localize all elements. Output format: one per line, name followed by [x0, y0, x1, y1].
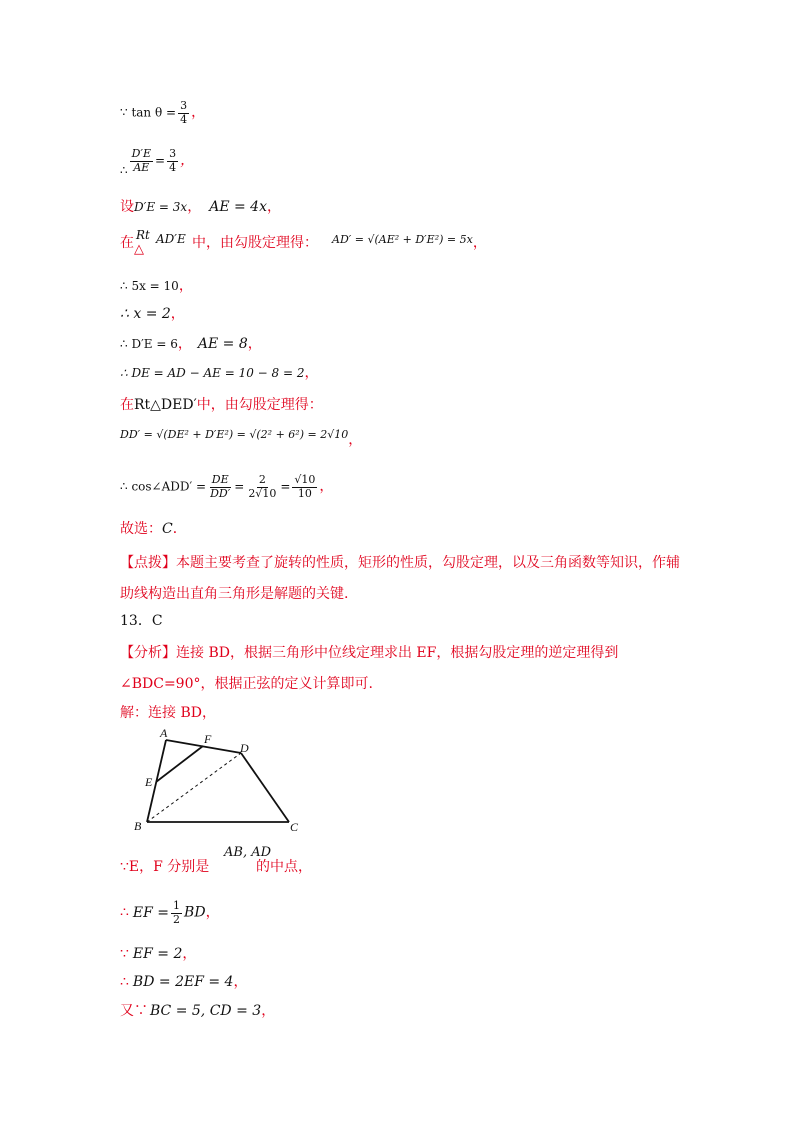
also-because: 又∵: [120, 1003, 148, 1019]
denominator: 4: [180, 112, 188, 126]
rt: Rt: [136, 227, 150, 242]
formula: ∴ DE = AD − AE = 10 − 8 = 2: [120, 366, 305, 380]
comma: ，: [233, 974, 248, 990]
fenxi-line-1: 【分析】连接 BD，根据三角形中位线定理求出 EF，根据勾股定理的逆定理得到: [120, 645, 619, 661]
quadrilateral-figure: [130, 726, 310, 838]
therefore-symbol: ∴: [120, 904, 129, 921]
formula: EF = 2: [132, 946, 183, 962]
equals: =: [234, 479, 245, 494]
label-c: C: [290, 820, 299, 834]
answer: C: [162, 521, 173, 537]
equals: =: [280, 479, 291, 494]
answer-line: [120, 522, 187, 536]
denominator: DD′: [210, 486, 231, 500]
comma: ，: [472, 235, 487, 251]
line-5x: [120, 279, 193, 293]
ef-value-line: [120, 947, 196, 961]
formula: BC = 5, CD = 3: [150, 1003, 262, 1019]
ef-text: EF =: [132, 904, 170, 921]
formula: AE = 8: [197, 336, 248, 352]
comma: ，: [319, 478, 334, 495]
rt-ded-line: [120, 398, 323, 412]
text: 在: [120, 397, 134, 413]
fenxi-line-2: ∠BDC=90°，根据正弦的定义计算即可.: [120, 676, 373, 692]
formula: ∴ 5x = 10: [120, 279, 179, 293]
comma: ，: [170, 306, 185, 322]
text: ∵E，F 分别是: [120, 859, 210, 875]
denominator: 4: [169, 160, 177, 174]
numerator: 1: [173, 899, 181, 912]
comma: ，: [180, 152, 195, 169]
comma: ，: [247, 336, 262, 352]
formula: AD′ = √(AE² + D′E²) = 5x: [332, 233, 473, 246]
comma: ，: [261, 1003, 276, 1019]
comma: ，: [177, 336, 192, 352]
therefore: ∴: [120, 974, 129, 990]
because: ∵: [120, 946, 129, 962]
comma: ，: [187, 199, 202, 215]
numerator: 3: [180, 99, 188, 112]
comma: ，: [178, 278, 193, 294]
denominator: 2√10: [248, 486, 277, 500]
text: 中，由勾股定理得：: [192, 235, 318, 251]
comma: ，: [205, 904, 220, 921]
denominator: 10: [297, 486, 312, 500]
line-de: [120, 366, 319, 380]
label-a: A: [160, 726, 168, 740]
let-line: [120, 200, 281, 214]
denominator: 2: [173, 912, 181, 926]
fraction: [292, 474, 317, 500]
label-e: E: [145, 775, 153, 789]
label-d: D: [240, 741, 249, 755]
ef-half-line: [120, 900, 220, 926]
formula: D′E = 3x: [134, 200, 188, 214]
comma: ，: [191, 104, 206, 121]
bd-text: BD: [184, 904, 206, 921]
label-f: F: [204, 732, 212, 746]
equals: =: [155, 153, 166, 168]
rt-line: [120, 227, 487, 257]
text: 的中点，: [256, 859, 312, 875]
text: 故选：: [120, 521, 162, 537]
denominator: AE: [133, 160, 150, 174]
label-b: B: [134, 819, 142, 833]
text: 在: [120, 235, 134, 251]
triangle-name: AD′E: [156, 231, 186, 246]
bc-cd-line: [120, 1004, 275, 1018]
tan-theta-line: [120, 100, 205, 126]
numerator: DE: [211, 473, 229, 486]
cos-line: [120, 474, 333, 500]
dd-line: [120, 428, 362, 447]
numerator: D′E: [131, 147, 151, 160]
fraction: [171, 900, 182, 926]
therefore: ∴: [120, 163, 128, 178]
dianbo-paragraph: 【点拨】本题主要考查了旋转的性质，矩形的性质，勾股定理，以及三角函数等知识，作辅助线构造出直角三角形是解题的关键.: [120, 555, 680, 602]
formula: DD′ = √(DE² + D′E²) = √(2² + 6²) = 2√10: [120, 428, 349, 441]
formula: ∴ x = 2: [120, 306, 171, 322]
rt-triangle: [134, 227, 188, 257]
text: ∴ cos∠ADD′ =: [120, 479, 207, 494]
comma: ，: [182, 946, 197, 962]
formula: BD = 2EF = 4: [132, 974, 234, 990]
comma: ，: [348, 432, 363, 448]
fraction: [130, 148, 153, 174]
text: 设: [120, 199, 134, 215]
numerator: √10: [294, 473, 316, 486]
fraction: [178, 100, 189, 126]
numerator: 2: [258, 473, 266, 486]
text: 中，由勾股定理得：: [196, 397, 323, 413]
line-de-ae: [120, 337, 262, 351]
question-13: 13．C: [120, 613, 163, 629]
numerator: 3: [169, 147, 177, 160]
formula: ∴ D′E = 6: [120, 337, 178, 351]
triangle-name: Rt△DED′: [134, 397, 197, 413]
text: ∵ tan θ =: [120, 105, 177, 120]
solution-line: 解：连接 BD，: [120, 705, 216, 721]
fraction: [167, 148, 178, 174]
formula: AE = 4x: [209, 199, 267, 215]
triangle-symbol: △: [134, 241, 144, 257]
comma: ，: [304, 365, 319, 381]
edge-dc: [241, 753, 289, 822]
fraction: [208, 474, 232, 500]
bd-value-line: [120, 975, 247, 989]
segments: AB, AD: [224, 845, 272, 860]
ratio-line: [120, 148, 194, 177]
period: ．: [172, 521, 187, 537]
line-x: [120, 307, 185, 321]
fraction: [246, 474, 278, 500]
comma: ，: [266, 199, 281, 215]
